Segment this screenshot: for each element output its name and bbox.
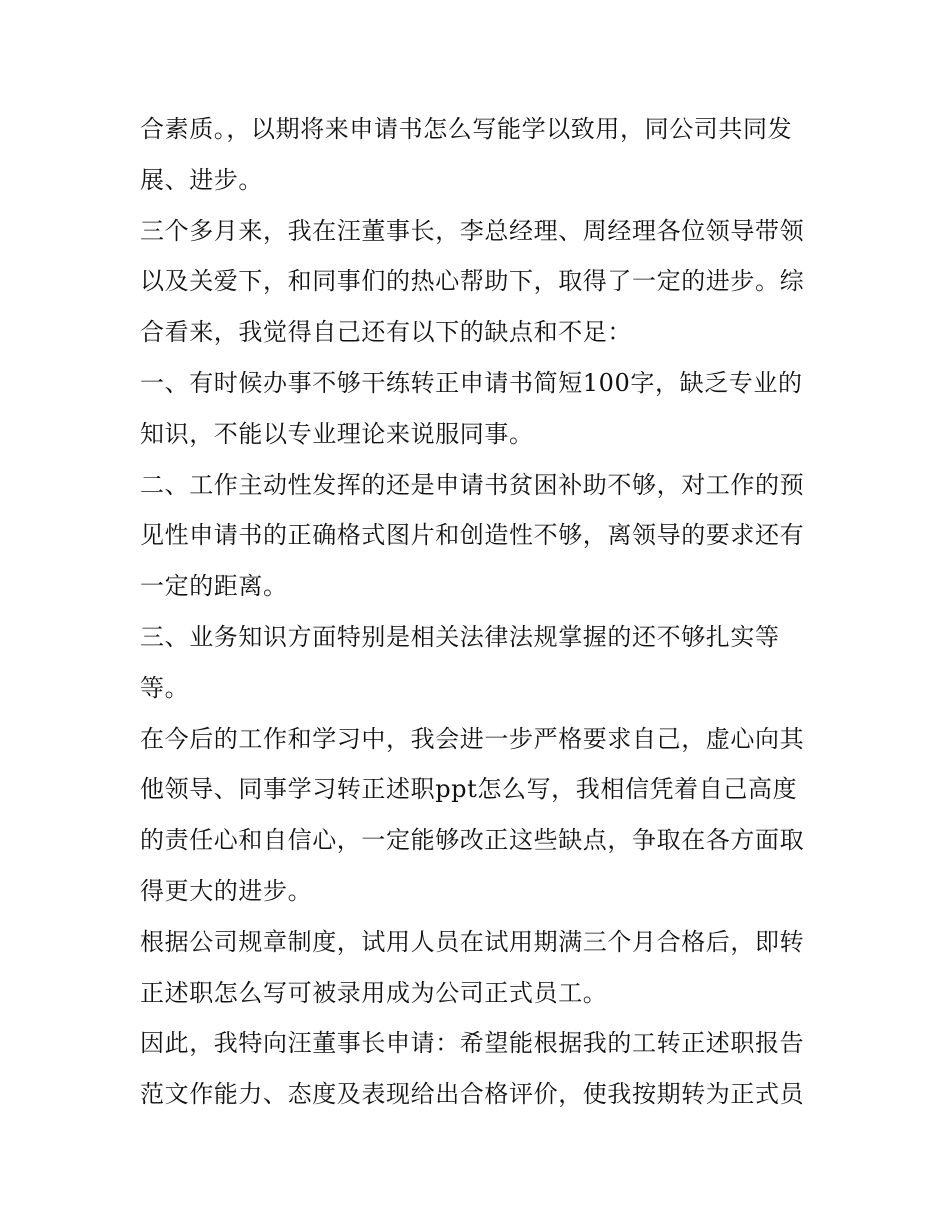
text-line: 一、有时候办事不够干练转正申请书简短100字，缺乏专业的 — [140, 368, 803, 397]
text-line: 一定的距离。 — [140, 572, 288, 601]
text-line: 合看来，我觉得自己还有以下的缺点和不足： — [140, 318, 632, 347]
text-line: 见性申请书的正确格式图片和创造性不够，离领导的要求还有 — [140, 521, 805, 550]
text-line: 的责任心和自信心，一定能够改正这些缺点，争取在各方面取 — [140, 826, 805, 855]
text-line: 合素质。，以期将来申请书怎么写能学以致用，同公司共同发 — [140, 115, 793, 143]
text-line: 三、业务知识方面特别是相关法律法规掌握的还不够扎实等 — [140, 622, 780, 651]
text-line: 根据公司规章制度，试用人员在试用期满三个月合格后，即转 — [140, 927, 805, 956]
text-line: 得更大的进步。 — [140, 876, 313, 905]
text-line: 以及关爱下，和同事们的热心帮助下，取得了一定的进步。综 — [140, 267, 805, 296]
text-line: 二、工作主动性发挥的还是申请书贫困补助不够，对工作的预 — [140, 470, 805, 499]
document-body — [140, 104, 820, 1120]
text-line: 在今后的工作和学习中，我会进一步严格要求自己，虚心向其 — [140, 724, 805, 753]
text-line: 范文作能力、态度及表现给出合格评价，使我按期转为正式员 — [140, 1080, 805, 1109]
text-line: 他领导、同事学习转正述职ppt怎么写，我相信凭着自己高度 — [140, 775, 798, 804]
text-line: 知识，不能以专业理论来说服同事。 — [140, 419, 534, 448]
text-line: 三个多月来，我在汪董事长，李总经理、周经理各位领导带领 — [140, 216, 805, 245]
text-line: 展、进步。 — [140, 165, 263, 194]
text-line: 正述职怎么写可被录用成为公司正式员工。 — [140, 978, 608, 1007]
text-line: 等。 — [140, 673, 190, 702]
text-line: 因此，我特向汪董事长申请：希望能根据我的工转正述职报告 — [140, 1029, 805, 1058]
